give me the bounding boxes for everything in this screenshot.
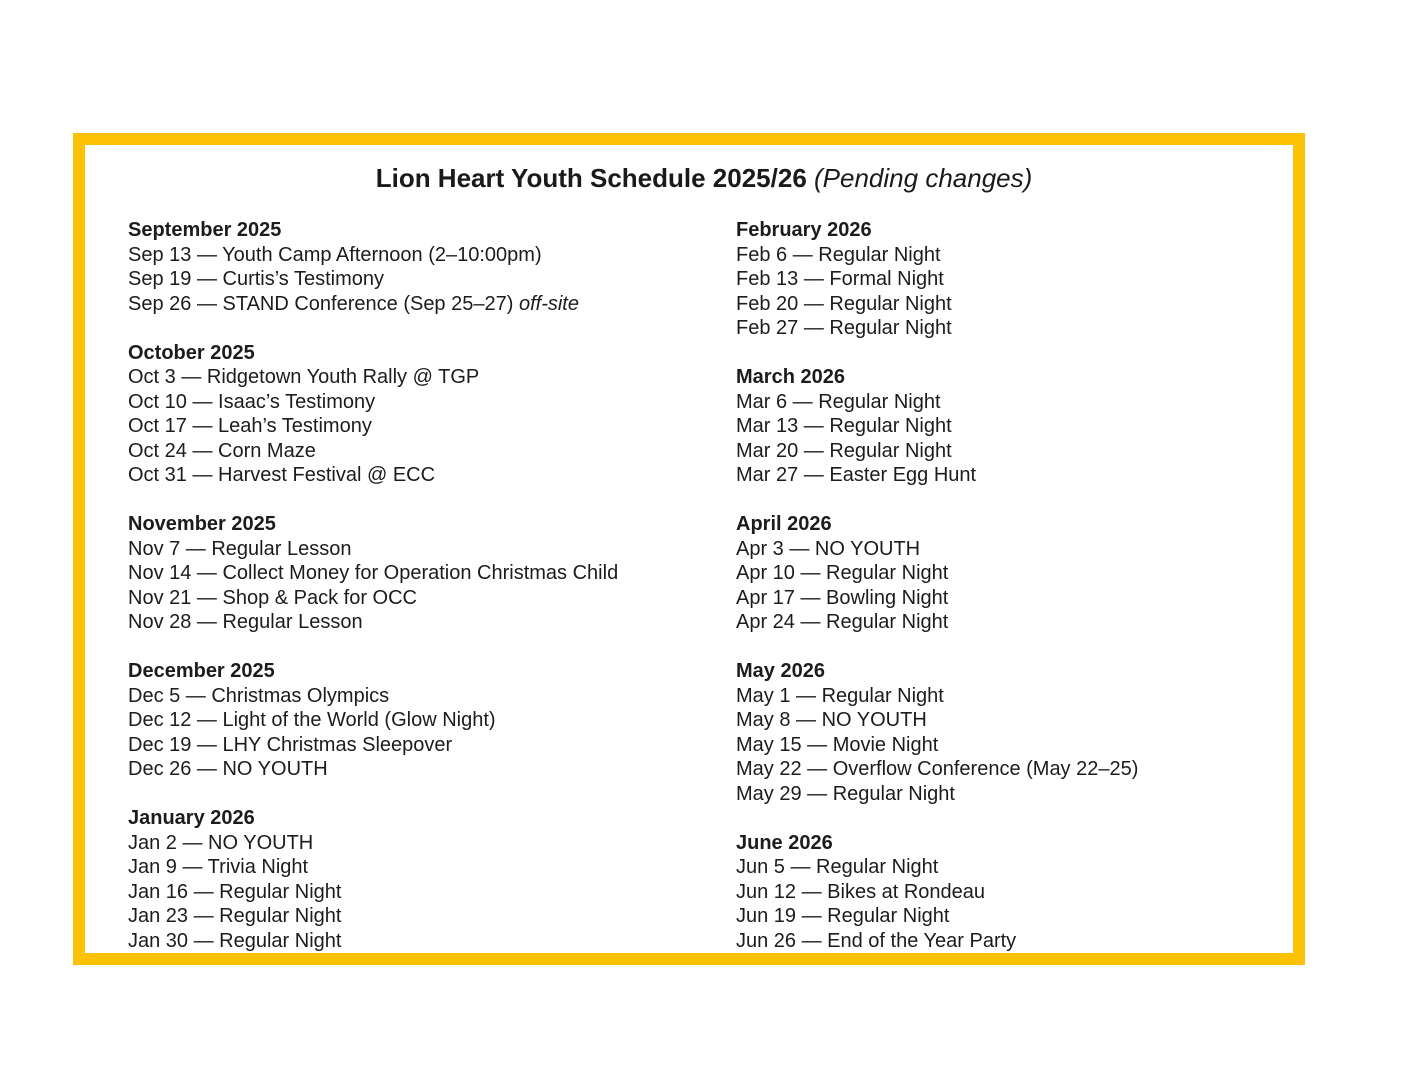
schedule-column-left xyxy=(128,218,618,978)
entry-text: Apr 24 — Regular Night xyxy=(736,611,949,633)
entry-text: Mar 20 — Regular Night xyxy=(736,439,952,462)
month-heading: November 2025 xyxy=(128,513,276,535)
schedule-entry xyxy=(128,439,618,464)
month-heading: March 2026 xyxy=(736,366,845,388)
entry-note: off-site xyxy=(518,292,579,315)
schedule-entry xyxy=(128,463,618,488)
schedule-entry xyxy=(128,390,618,415)
schedule-entry xyxy=(736,267,1138,292)
entry-text: May 29 — Regular Night xyxy=(736,782,955,805)
entry-text: Apr 17 — Bowling Night xyxy=(736,586,949,609)
entry-text: Mar 27 — Easter Egg Hunt xyxy=(736,464,977,486)
entry-text: Jan 23 — Regular Night xyxy=(128,905,342,927)
title-main: Lion Heart Youth Schedule 2025/26 xyxy=(375,163,807,193)
month-section xyxy=(128,512,618,635)
entry-text: May 8 — NO YOUTH xyxy=(736,709,927,731)
entry-text: Jan 9 — Trivia Night xyxy=(128,856,309,878)
schedule-entry xyxy=(128,243,618,268)
schedule-entry xyxy=(736,733,1138,758)
entry-text: Apr 3 — NO YOUTH xyxy=(736,537,921,560)
schedule-entry xyxy=(128,610,618,635)
entry-text: Jun 5 — Regular Night xyxy=(736,856,939,878)
month-heading: September 2025 xyxy=(128,219,282,241)
schedule-entry xyxy=(736,463,1138,488)
schedule-column-right xyxy=(736,218,1138,978)
schedule-entry xyxy=(128,561,618,586)
entry-text: Oct 10 — Isaac’s Testimony xyxy=(128,390,376,413)
schedule-entry xyxy=(128,831,618,856)
month-heading: January 2026 xyxy=(128,807,255,829)
schedule-entry xyxy=(128,904,618,929)
schedule-entry xyxy=(736,757,1138,782)
month-section xyxy=(736,218,1138,341)
schedule-entry xyxy=(736,414,1138,439)
month-section xyxy=(128,806,618,953)
schedule-entry xyxy=(736,929,1138,954)
entry-text: May 22 — Overflow Conference (May 22–25) xyxy=(736,758,1139,780)
schedule-entry xyxy=(128,292,618,317)
schedule-entry xyxy=(736,537,1138,562)
entry-text: Sep 19 — Curtis’s Testimony xyxy=(128,268,385,290)
schedule-entry xyxy=(128,757,618,782)
entry-text: Mar 13 — Regular Night xyxy=(736,415,952,437)
entry-text: Oct 17 — Leah’s Testimony xyxy=(128,415,372,437)
schedule-entry xyxy=(128,733,618,758)
entry-text: Dec 12 — Light of the World (Glow Night) xyxy=(128,709,496,731)
schedule-entry xyxy=(128,880,618,905)
schedule-entry xyxy=(128,414,618,439)
month-section xyxy=(736,831,1138,954)
entry-text: Jun 26 — End of the Year Party xyxy=(736,929,1017,952)
entry-text: Dec 5 — Christmas Olympics xyxy=(128,684,390,707)
entry-text: Nov 14 — Collect Money for Operation Christmas Child xyxy=(128,562,619,584)
schedule-entry xyxy=(128,537,618,562)
entry-text: Feb 13 — Formal Night xyxy=(736,268,944,290)
entry-text: Feb 27 — Regular Night xyxy=(736,317,952,339)
schedule-entry xyxy=(736,684,1138,709)
entry-text: May 15 — Movie Night xyxy=(736,733,939,756)
entry-text: Feb 6 — Regular Night xyxy=(736,243,941,266)
entry-text: Oct 31 — Harvest Festival @ ECC xyxy=(128,464,436,486)
schedule-entry xyxy=(736,439,1138,464)
schedule-entry xyxy=(736,316,1138,341)
entry-text: Sep 13 — Youth Camp Afternoon (2–10:00pm) xyxy=(128,243,542,266)
schedule-entry xyxy=(128,929,618,954)
month-heading: April 2026 xyxy=(736,513,832,535)
schedule-entry xyxy=(128,586,618,611)
month-heading: December 2025 xyxy=(128,660,275,682)
schedule-entry xyxy=(736,904,1138,929)
entry-text: May 1 — Regular Night xyxy=(736,684,944,707)
schedule-entry xyxy=(736,292,1138,317)
entry-text: Nov 28 — Regular Lesson xyxy=(128,611,363,633)
entry-text: Dec 26 — NO YOUTH xyxy=(128,758,328,780)
schedule-entry xyxy=(736,610,1138,635)
entry-text: Feb 20 — Regular Night xyxy=(736,292,952,315)
entry-text: Sep 26 — STAND Conference (Sep 25–27) xyxy=(128,292,519,315)
entry-text: Jan 2 — NO YOUTH xyxy=(128,831,314,854)
entry-text: Mar 6 — Regular Night xyxy=(736,390,941,413)
entry-text: Oct 24 — Corn Maze xyxy=(128,439,316,462)
entry-text: Nov 7 — Regular Lesson xyxy=(128,537,352,560)
schedule-entry xyxy=(736,782,1138,807)
month-section xyxy=(736,659,1138,806)
month-section xyxy=(736,512,1138,635)
entry-text: Dec 19 — LHY Christmas Sleepover xyxy=(128,733,453,756)
schedule-entry xyxy=(736,855,1138,880)
month-heading: June 2026 xyxy=(736,831,833,854)
month-section xyxy=(128,659,618,782)
title-note: (Pending changes) xyxy=(814,163,1033,193)
schedule-entry xyxy=(736,561,1138,586)
schedule-entry xyxy=(128,684,618,709)
schedule-entry xyxy=(736,880,1138,905)
entry-text: Jun 19 — Regular Night xyxy=(736,905,950,927)
schedule-entry xyxy=(736,708,1138,733)
schedule-entry xyxy=(128,855,618,880)
schedule-entry xyxy=(128,267,618,292)
schedule-entry xyxy=(736,243,1138,268)
schedule-entry xyxy=(736,390,1138,415)
month-section xyxy=(736,365,1138,488)
schedule-entry xyxy=(128,365,618,390)
entry-text: Oct 3 — Ridgetown Youth Rally @ TGP xyxy=(128,366,480,388)
schedule-entry xyxy=(128,708,618,733)
month-heading: May 2026 xyxy=(736,660,825,682)
page-title xyxy=(0,160,1408,196)
entry-text: Nov 21 — Shop & Pack for OCC xyxy=(128,586,418,609)
entry-text: Jan 16 — Regular Night xyxy=(128,880,342,903)
month-heading: February 2026 xyxy=(736,219,872,241)
entry-text: Apr 10 — Regular Night xyxy=(736,562,949,584)
month-heading: October 2025 xyxy=(128,341,255,364)
month-section xyxy=(128,341,618,488)
schedule-entry xyxy=(736,586,1138,611)
month-section xyxy=(128,218,618,316)
entry-text: Jun 12 — Bikes at Rondeau xyxy=(736,880,986,903)
entry-text: Jan 30 — Regular Night xyxy=(128,929,342,952)
